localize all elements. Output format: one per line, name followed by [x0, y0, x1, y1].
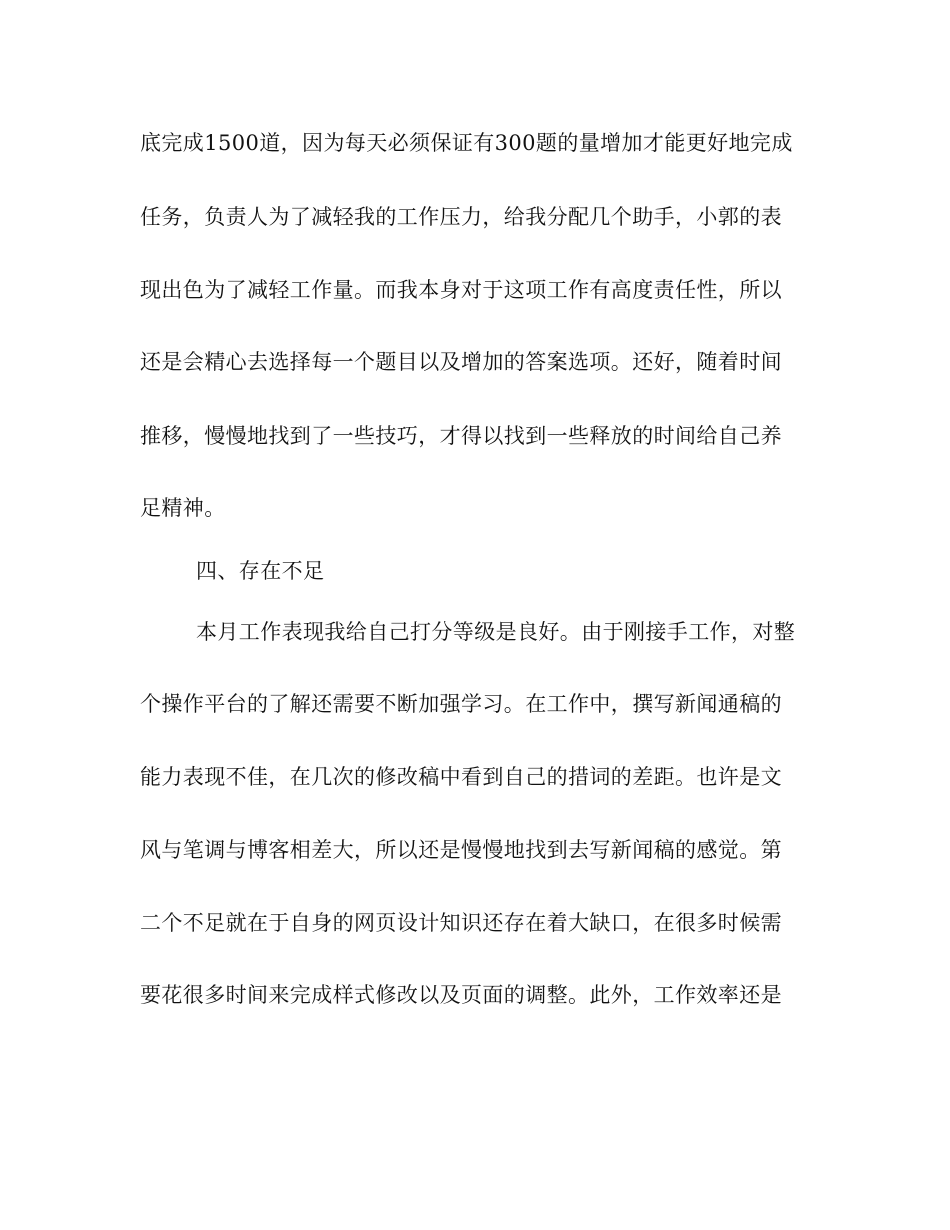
paragraph-line-6: 足精神。: [140, 496, 226, 520]
paragraph-line-9: 能力表现不佳，在几次的修改稿中看到自己的措词的差距。也许是文: [140, 765, 782, 789]
paragraph-line-12: 要花很多时间来完成样式修改以及页面的调整。此外，工作效率还是: [140, 983, 782, 1007]
paragraph-line-5: 推移，慢慢地找到了一些技巧，才得以找到一些释放的时间给自己养: [140, 424, 782, 448]
paragraph-line-2: 任务，负责人为了减轻我的工作压力，给我分配几个助手，小郭的表: [140, 205, 782, 229]
paragraph-line-11: 二个不足就在于自身的网页设计知识还存在着大缺口，在很多时候需: [140, 911, 782, 935]
paragraph-line-4: 还是会精心去选择每一个题目以及增加的答案选项。还好，随着时间: [140, 350, 782, 374]
paragraph-line-10: 风与笔调与博客相差大，所以还是慢慢地找到去写新闻稿的感觉。第: [140, 838, 782, 862]
section-heading: 四、存在不足: [196, 559, 325, 583]
paragraph-line-1: 底完成1500道，因为每天必须保证有300题的量增加才能更好地完成: [140, 131, 793, 155]
paragraph-line-3: 现出色为了减轻工作量。而我本身对于这项工作有高度责任性，所以: [140, 278, 782, 302]
paragraph-line-7: 本月工作表现我给自己打分等级是良好。由于刚接手工作，对整: [196, 620, 796, 644]
paragraph-line-8: 个操作平台的了解还需要不断加强学习。在工作中，撰写新闻通稿的: [140, 692, 782, 716]
